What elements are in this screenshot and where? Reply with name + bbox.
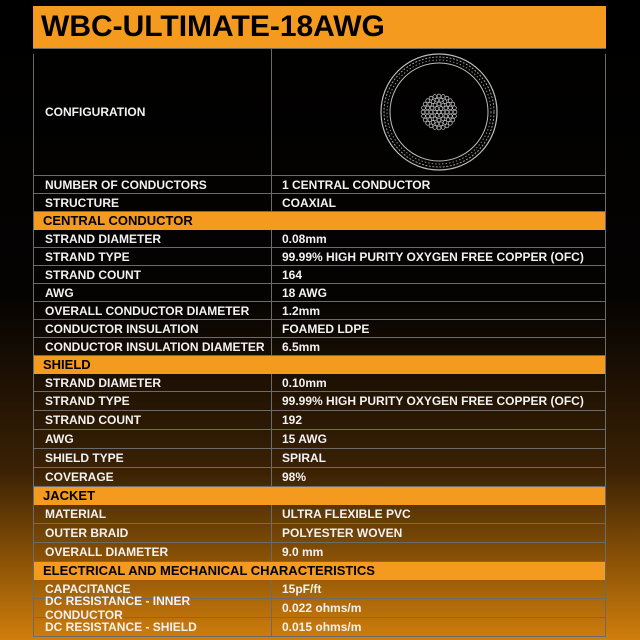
section-header-central-conductor: CENTRAL CONDUCTOR	[33, 212, 606, 230]
section-header-electrical: ELECTRICAL AND MECHANICAL CHARACTERISTICS	[33, 562, 606, 580]
product-title: WBC-ULTIMATE-18AWG	[33, 6, 606, 48]
spec-row	[33, 338, 606, 356]
spec-label: AWG	[45, 285, 74, 300]
spec-label: STRAND COUNT	[45, 267, 141, 282]
spec-row	[33, 430, 606, 449]
table-right-border	[605, 54, 606, 637]
section-header-shield: SHIELD	[33, 356, 606, 374]
spec-row	[33, 320, 606, 338]
spec-row	[33, 468, 606, 487]
spec-row	[33, 618, 606, 637]
spec-label: STRAND DIAMETER	[45, 375, 161, 390]
spec-sheet	[33, 6, 606, 637]
spec-row	[33, 284, 606, 302]
spec-row	[33, 449, 606, 468]
spec-value: COAXIAL	[271, 194, 606, 211]
spec-row	[33, 248, 606, 266]
spec-value: 18 AWG	[271, 284, 606, 301]
spec-row	[33, 392, 606, 411]
spec-label: OVERALL CONDUCTOR DIAMETER	[45, 303, 250, 318]
spec-label: MATERIAL	[45, 507, 107, 521]
spec-label: STRAND DIAMETER	[45, 231, 161, 246]
spec-label: AWG	[45, 432, 74, 446]
spec-value: 0.08mm	[271, 230, 606, 247]
spec-row	[33, 176, 606, 194]
spec-row	[33, 302, 606, 320]
spec-label: OUTER BRAID	[45, 526, 129, 540]
configuration-label: CONFIGURATION	[45, 105, 146, 119]
spec-label: OVERALL DIAMETER	[45, 545, 169, 559]
spec-row	[33, 411, 606, 430]
spec-row	[33, 374, 606, 392]
spec-label: STRUCTURE	[45, 195, 119, 210]
spec-label: CONDUCTOR INSULATION DIAMETER	[45, 339, 265, 354]
spec-value: 1.2mm	[271, 302, 606, 319]
spec-value: POLYESTER WOVEN	[271, 524, 606, 542]
spec-value: 164	[271, 266, 606, 283]
spec-value: 192	[271, 411, 606, 429]
spec-value: 0.10mm	[271, 374, 606, 391]
configuration-diagram	[271, 49, 606, 175]
spec-label: NUMBER OF CONDUCTORS	[45, 177, 207, 192]
spec-label: DC RESISTANCE - INNER CONDUCTOR	[45, 594, 191, 622]
spec-row	[33, 194, 606, 212]
spec-value: ULTRA FLEXIBLE PVC	[271, 505, 606, 523]
spec-label: STRAND TYPE	[45, 394, 130, 408]
spec-value: 98%	[271, 468, 606, 486]
spec-row	[33, 524, 606, 543]
spec-row	[33, 594, 606, 622]
coaxial-cable-cross-section-icon	[377, 50, 501, 174]
spec-value: 99.99% HIGH PURITY OXYGEN FREE COPPER (OFC)	[271, 248, 606, 265]
spec-label: STRAND TYPE	[45, 249, 130, 264]
spec-label: SHIELD TYPE	[45, 451, 124, 465]
spec-label: COVERAGE	[45, 470, 114, 484]
spec-row	[33, 543, 606, 562]
spec-label: STRAND COUNT	[45, 413, 141, 427]
spec-label: DC RESISTANCE - SHIELD	[45, 620, 197, 634]
spec-value: 15pF/ft	[271, 580, 606, 598]
spec-value: 1 CENTRAL CONDUCTOR	[271, 176, 606, 193]
spec-value: FOAMED LDPE	[271, 320, 606, 337]
spec-value: SPIRAL	[271, 449, 606, 467]
table-left-border	[33, 54, 34, 637]
configuration-row	[33, 48, 606, 176]
spec-value: 9.0 mm	[271, 543, 606, 561]
spec-row	[33, 505, 606, 524]
section-header-jacket: JACKET	[33, 487, 606, 505]
spec-row	[33, 230, 606, 248]
spec-row	[33, 266, 606, 284]
spec-label: CAPACITANCE	[45, 582, 131, 596]
spec-label: CONDUCTOR INSULATION	[45, 321, 199, 336]
spec-value: 0.022 ohms/m	[271, 599, 606, 617]
spec-value: 99.99% HIGH PURITY OXYGEN FREE COPPER (OFC)	[271, 392, 606, 410]
spec-value: 15 AWG	[271, 430, 606, 448]
spec-value: 0.015 ohms/m	[271, 618, 606, 636]
spec-value: 6.5mm	[271, 338, 606, 355]
